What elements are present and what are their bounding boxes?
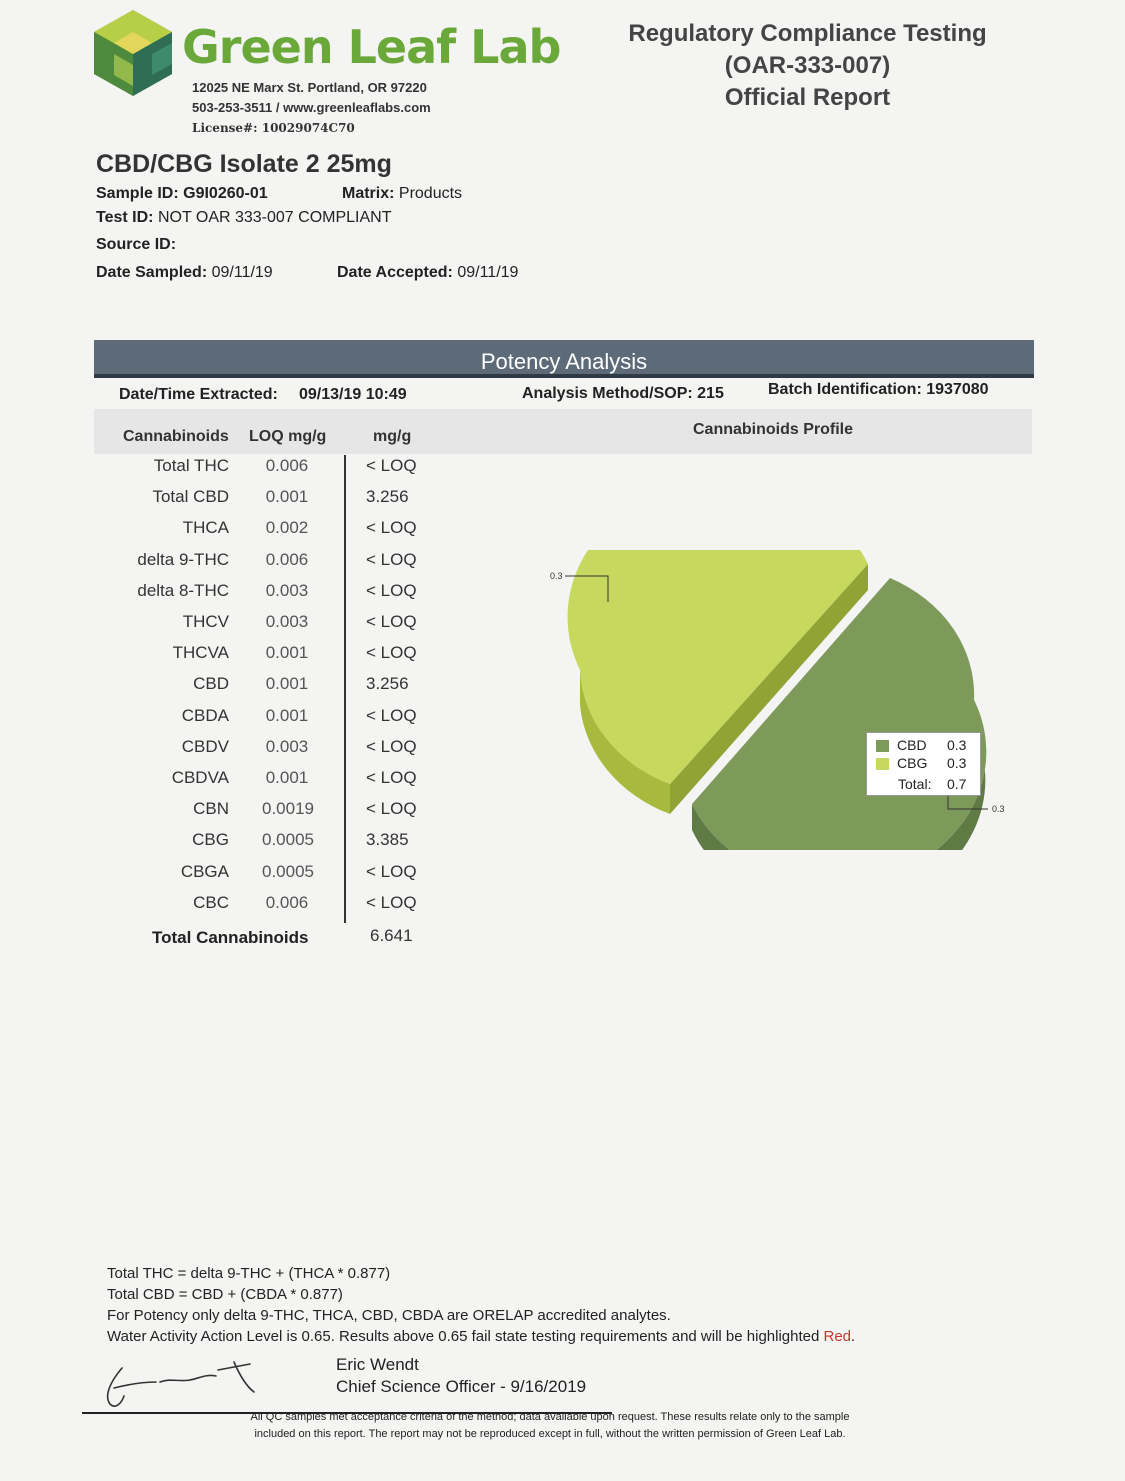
cannabinoid-name: CBN <box>193 799 229 819</box>
cannabinoid-name: CBDVA <box>171 768 229 787</box>
cannabinoid-value: < LOQ <box>366 799 417 819</box>
table-row <box>94 799 454 830</box>
table-row <box>94 674 454 705</box>
cannabinoid-loq: 0.003 <box>265 612 309 631</box>
cannabinoid-loq: 0.006 <box>265 549 309 569</box>
profile-title: Cannabinoids Profile <box>693 421 854 438</box>
lab-name: Green Leaf Lab <box>182 20 561 74</box>
sample-id: G9I0260-01 <box>183 185 268 202</box>
extracted-value: 09/13/19 10:49 <box>299 386 407 403</box>
cannabinoid-loq: 0.0005 <box>262 830 314 850</box>
table-row <box>94 737 454 768</box>
disclaimer-line-2: included on this report. The report may not be reproduced except in full, without the written permission of Green Leaf Lab. <box>254 1428 846 1440</box>
table-header <box>94 409 1032 454</box>
cannabinoid-value: < LOQ <box>366 643 417 663</box>
cannabinoid-value: < LOQ <box>366 580 417 600</box>
table-row <box>94 768 454 799</box>
cannabinoid-loq: 0.002 <box>265 518 309 538</box>
date-accepted: 09/11/19 <box>457 264 519 281</box>
legend-swatch-cbd <box>876 740 889 752</box>
table-row <box>94 518 454 549</box>
test-id: NOT OAR 333-007 COMPLIANT <box>157 209 392 226</box>
table-row <box>94 581 454 612</box>
highlight-red-word: Red <box>823 1328 852 1345</box>
report-regulation: (OAR-333-007) <box>724 52 891 79</box>
total-cannabinoids-value: 6.641 <box>370 926 413 945</box>
date-sampled-label: Date Sampled: <box>96 264 208 281</box>
cannabinoid-value: < LOQ <box>366 518 417 538</box>
lab-address: 12025 NE Marx St. Portland, OR 97220 <box>192 80 427 95</box>
cannabinoid-value: < LOQ <box>366 892 417 912</box>
cannabinoid-loq: 0.001 <box>265 643 309 663</box>
sample-title: CBD/CBG Isolate 2 25mg <box>96 150 392 178</box>
cannabinoid-value: < LOQ <box>366 612 417 631</box>
formula-total-thc: Total THC = delta 9-THC + (THCA * 0.877) <box>107 1265 391 1282</box>
table-row <box>94 643 454 674</box>
cannabinoid-value: < LOQ <box>366 549 417 569</box>
lab-logo-icon <box>92 8 174 98</box>
cannabinoid-loq: 0.001 <box>265 487 309 507</box>
cannabinoid-value: < LOQ <box>366 768 417 787</box>
cannabinoid-value: < LOQ <box>366 456 417 475</box>
batch-label: Batch Identification: <box>768 381 922 398</box>
test-id-label: Test ID: <box>96 209 154 226</box>
cannabinoid-loq: 0.001 <box>265 705 309 725</box>
sample-id-label: Sample ID: <box>96 185 179 202</box>
cannabinoid-name: THCV <box>182 612 229 631</box>
table-row <box>94 550 454 581</box>
cannabinoids-pie-chart <box>540 550 1020 850</box>
report-status: Official Report <box>724 84 891 111</box>
water-activity-note: Water Activity Action Level is 0.65. Results above 0.65 fail state testing requirements and will be highlighted Red. <box>107 1328 856 1345</box>
cannabinoid-name: CBG <box>192 830 229 850</box>
extracted-label: Date/Time Extracted: <box>119 386 278 403</box>
cannabinoid-loq: 0.006 <box>265 456 309 475</box>
date-sampled: 09/11/19 <box>211 264 273 281</box>
legend-value-cbg: 0.3 <box>947 755 967 771</box>
cannabinoid-name: THCA <box>182 518 229 538</box>
col-cannabinoids: Cannabinoids <box>123 428 229 445</box>
signature-image <box>100 1352 280 1414</box>
table-row <box>94 893 454 924</box>
signer-title: Chief Science Officer - 9/16/2019 <box>336 1377 587 1396</box>
pie-data-label-cbg: 0.3 <box>550 571 563 581</box>
table-row <box>94 612 454 643</box>
legend-total-label: Total: <box>898 776 932 792</box>
col-loq: LOQ mg/g <box>249 428 327 445</box>
formula-total-cbd: Total CBD = CBD + (CBDA * 0.877) <box>107 1286 343 1303</box>
cannabinoid-loq: 0.0005 <box>262 861 314 881</box>
legend-label-cbg: CBG <box>897 755 928 771</box>
cannabinoid-name: CBD <box>193 674 229 694</box>
report-type: Regulatory Compliance Testing <box>628 20 987 47</box>
batch-value: 1937080 <box>926 381 989 398</box>
table-row <box>94 487 454 518</box>
cannabinoid-value: < LOQ <box>366 705 417 725</box>
disclaimer-line-1: All QC samples met acceptance criteria of the method; data available upon request. These results relate only to the sample <box>250 1411 850 1423</box>
cannabinoid-value: 3.385 <box>366 830 409 850</box>
cannabinoid-loq: 0.001 <box>265 768 309 787</box>
lab-license: License#: 10029074C70 <box>192 121 355 135</box>
legend-swatch-cbg <box>876 758 889 770</box>
col-mgg: mg/g <box>373 428 412 445</box>
cannabinoid-loq: 0.006 <box>265 892 309 912</box>
pie-data-label-cbd: 0.3 <box>992 804 1005 814</box>
cannabinoid-name: delta 9-THC <box>137 549 229 569</box>
cannabinoid-name: CBGA <box>180 861 229 881</box>
table-divider <box>344 455 346 923</box>
source-id-label: Source ID: <box>96 236 177 253</box>
cannabinoid-name: Total THC <box>153 456 229 475</box>
signer-name: Eric Wendt <box>336 1355 419 1374</box>
cannabinoid-value: 3.256 <box>366 487 409 507</box>
cannabinoid-loq: 0.003 <box>265 580 309 600</box>
cannabinoid-value: 3.256 <box>366 674 409 694</box>
cannabinoid-value: < LOQ <box>366 736 417 756</box>
total-cannabinoids-label: Total Cannabinoids <box>152 928 309 947</box>
cannabinoid-loq: 0.0019 <box>262 799 314 819</box>
cannabinoid-name: Total CBD <box>152 487 229 507</box>
pie-legend <box>866 732 981 796</box>
table-row <box>94 706 454 737</box>
cannabinoid-name: CBDV <box>181 736 229 756</box>
matrix-label: Matrix: <box>342 185 395 202</box>
matrix-value: Products <box>398 185 463 202</box>
cannabinoid-loq: 0.003 <box>265 736 309 756</box>
cannabinoid-name: CBDA <box>181 705 229 725</box>
potency-title: Potency Analysis <box>480 349 648 374</box>
legend-value-cbd: 0.3 <box>947 737 967 753</box>
legend-total-value: 0.7 <box>947 776 967 792</box>
method-label: Analysis Method/SOP: <box>522 385 693 402</box>
cannabinoid-name: CBC <box>193 892 229 912</box>
cannabinoid-loq: 0.001 <box>265 674 309 694</box>
cannabinoid-name: delta 8-THC <box>137 580 229 600</box>
table-row <box>94 862 454 893</box>
cannabinoid-value: < LOQ <box>366 861 417 881</box>
cannabinoid-name: THCVA <box>172 643 229 663</box>
method-value: 215 <box>697 385 724 402</box>
table-row <box>94 456 454 487</box>
legend-label-cbd: CBD <box>897 737 927 753</box>
lab-contact: 503-253-3511 / www.greenleaflabs.com <box>192 100 431 115</box>
orelap-note: For Potency only delta 9-THC, THCA, CBD, CBDA are ORELAP accredited analytes. <box>107 1307 671 1324</box>
potency-band <box>94 340 1034 374</box>
date-accepted-label: Date Accepted: <box>337 264 453 281</box>
band-divider <box>94 374 1034 378</box>
table-row <box>94 830 454 861</box>
